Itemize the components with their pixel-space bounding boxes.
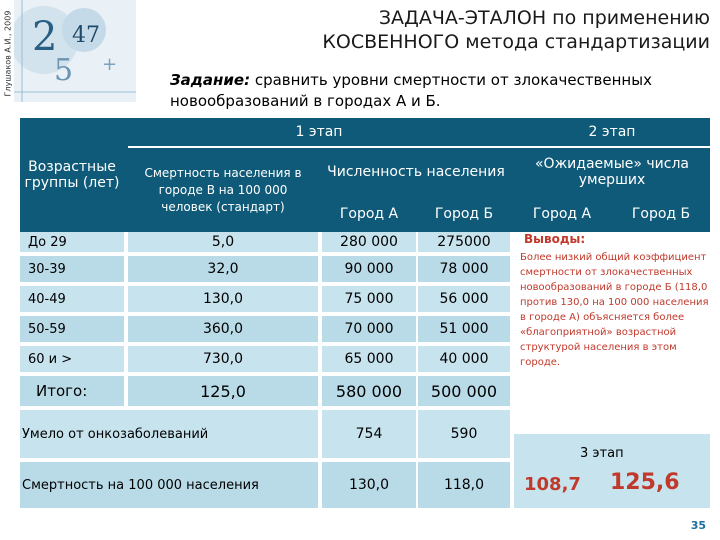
row-city-b: 51 000 (418, 316, 510, 342)
total-label: Итого: (20, 376, 124, 406)
standard-header: Смертность населения в городе В на 100 000 человек (стандарт) (128, 150, 318, 230)
city-b-header: Город Б (418, 198, 510, 230)
svg-text:5: 5 (54, 53, 74, 88)
row-city-b: 275000 (418, 232, 510, 252)
row-age: 40-49 (20, 286, 124, 312)
total-std: 125,0 (128, 376, 318, 406)
slide-title (170, 6, 710, 54)
stage1-header: 1 этап (128, 120, 510, 144)
city-a-header: Город А (322, 198, 416, 230)
task-text (170, 70, 710, 112)
row-std: 360,0 (128, 316, 318, 342)
city-b-expected-header: Город Б (612, 198, 710, 230)
stage3-result-b: 125,6 (610, 470, 680, 495)
svg-text:47: 47 (72, 23, 100, 48)
row-age: 60 и > (20, 346, 124, 372)
row-city-a: 65 000 (322, 346, 416, 372)
deaths-city-b: 590 (418, 410, 510, 458)
row-age: До 29 (20, 232, 124, 252)
city-a-expected-header: Город А (514, 198, 610, 230)
row-std: 5,0 (128, 232, 318, 252)
row-city-b: 56 000 (418, 286, 510, 312)
row-age: 50-59 (20, 316, 124, 342)
deaths-city-a: 754 (322, 410, 416, 458)
conclusion-title: Выводы: (524, 232, 586, 246)
row-city-a: 75 000 (322, 286, 416, 312)
row-city-a: 280 000 (322, 232, 416, 252)
conclusion-text: Более низкий общий коэффициент смертности от злокачественных новообразований в городе Б (118,0 против 130,0 на 100 000 населения в городе А) объясняется более «благоприятной» возрастной структурой населения в этом городе. (520, 252, 709, 368)
row-age: 30-39 (20, 256, 124, 282)
title-line-2: КОСВЕННОГО метода стандартизации (322, 31, 710, 53)
row-std: 130,0 (128, 286, 318, 312)
stage2-header: 2 этап (514, 120, 710, 144)
age-header: Возрастные группы (лет) (20, 118, 124, 232)
title-line-1: ЗАДАЧА-ЭТАЛОН по применению (378, 7, 710, 29)
math-logo-icon (14, 0, 136, 102)
total-city-b: 500 000 (418, 376, 510, 406)
task-body: сравнить уровни смертности от злокачественных новообразований в городах А и Б. (170, 71, 652, 110)
task-label: Задание: (170, 71, 251, 89)
row-city-a: 90 000 (322, 256, 416, 282)
rate-label: Смертность на 100 000 населения (20, 462, 318, 508)
population-header: Численность населения (322, 150, 510, 194)
author-credit: Глушаков А.И., 2009 (3, 10, 13, 97)
total-city-a: 580 000 (322, 376, 416, 406)
expected-header: «Ожидаемые» числа умерших (514, 150, 710, 194)
row-std: 730,0 (128, 346, 318, 372)
svg-text:2: 2 (32, 14, 58, 60)
row-city-b: 40 000 (418, 346, 510, 372)
row-std: 32,0 (128, 256, 318, 282)
svg-text:+: + (102, 54, 118, 75)
rate-city-a: 130,0 (322, 462, 416, 508)
row-city-a: 70 000 (322, 316, 416, 342)
stage3-label: 3 этап (580, 446, 624, 461)
rate-city-b: 118,0 (418, 462, 510, 508)
row-city-b: 78 000 (418, 256, 510, 282)
page-number: 35 (690, 519, 706, 532)
deaths-label: Умело от онкозаболеваний (20, 410, 318, 458)
header-divider (128, 146, 710, 148)
stage3-result-a: 108,7 (524, 474, 581, 495)
